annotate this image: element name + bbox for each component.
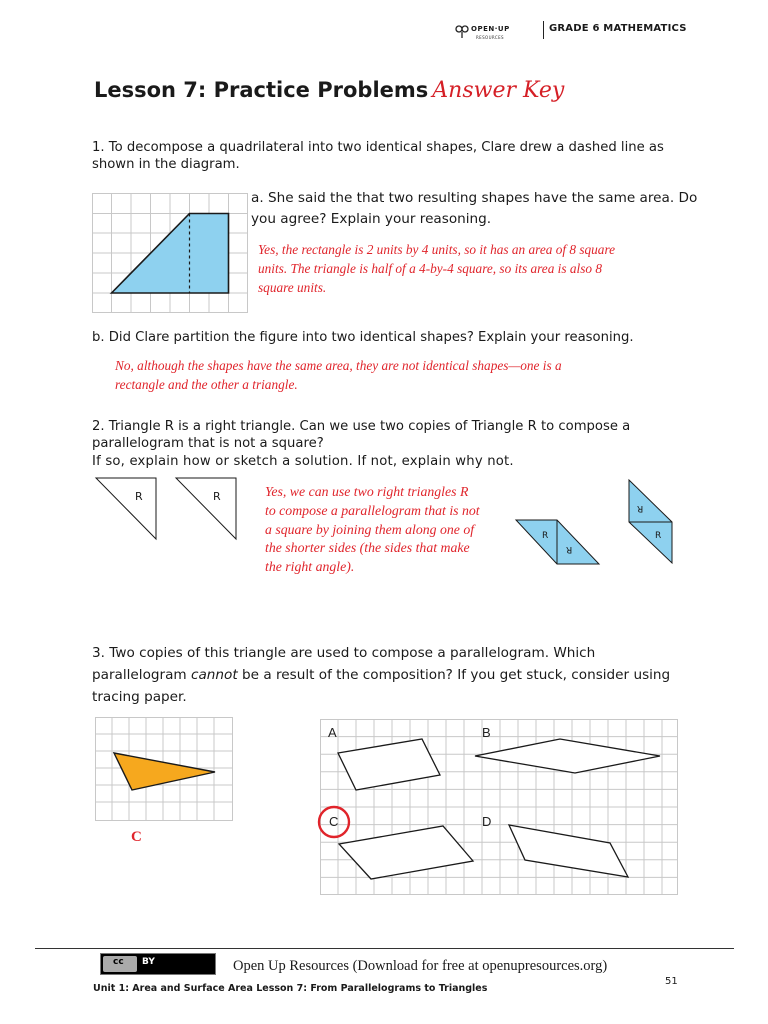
q3-option-a-label: A <box>328 725 337 740</box>
q3-prompt-line2-emphasis: cannot <box>191 667 238 683</box>
logo-text: OPEN·UP <box>471 25 510 33</box>
q2-parallelogram-horizontal <box>514 518 602 568</box>
q1a-answer-line3: square units. <box>258 280 327 295</box>
q3-option-c-label: C <box>329 814 339 829</box>
q3-triangle-grid <box>95 717 233 821</box>
triangle-r-1 <box>94 476 160 544</box>
q2-parallelogram-vertical <box>627 478 675 566</box>
q2-answer-line2: to compose a parallelogram that is not <box>265 503 480 518</box>
q3-orange-triangle <box>114 753 215 790</box>
q3-answer: C <box>131 829 142 845</box>
q3-prompt-line3: tracing paper. <box>92 689 187 705</box>
triangle-r-1-label: R <box>135 490 143 503</box>
answer-circle-icon <box>316 804 352 840</box>
q1a-answer-line2: units. The triangle is half of a 4-by-4 square, so its area is also 8 <box>258 261 602 276</box>
q2-answer-line3: a square by joining them along one of <box>265 522 475 537</box>
q2-para-v-label-2: R <box>655 531 662 541</box>
header-separator <box>543 21 544 39</box>
q3-option-c-shape <box>339 826 473 879</box>
cc-icon: cc <box>113 957 124 967</box>
title-main: Lesson 7: Practice Problems <box>94 78 429 102</box>
q1b-prompt: b. Did Clare partition the figure into two identical shapes? Explain your reasoning. <box>92 330 634 345</box>
q2-prompt-line3: If so, explain how or sketch a solution. If not, explain why not. <box>92 454 514 469</box>
q2-prompt-line2: parallelogram that is not a square? <box>92 436 324 451</box>
q3-prompt-line1: 3. Two copies of this triangle are used to compose a parallelogram. Which <box>92 645 596 661</box>
q2-para-h-label-2: R <box>566 544 573 554</box>
q3-prompt-line2 <box>92 664 670 686</box>
q2-para-h-label-1: R <box>542 531 549 541</box>
page-title <box>94 78 564 103</box>
title-answer-key: Answer Key <box>432 78 565 103</box>
footer-unit-lesson: Unit 1: Area and Surface Area Lesson 7: From Parallelograms to Triangles <box>93 983 488 994</box>
grade-label: GRADE 6 MATHEMATICS <box>549 23 687 34</box>
q2-para-v-label-1: R <box>637 503 644 513</box>
q1a-answer-line1: Yes, the rectangle is 2 units by 4 units, so it has an area of 8 square <box>258 242 616 257</box>
q1a-line1: a. She said the that two resulting shapes have the same area. Do <box>251 190 698 206</box>
q1-prompt-line2: shown in the diagram. <box>92 157 240 172</box>
footer-resources: Open Up Resources (Download for free at openupresources.org) <box>233 958 608 974</box>
q3-option-d-label: D <box>482 814 492 829</box>
q3-option-d-shape <box>509 825 628 877</box>
q2-answer-line1: Yes, we can use two right triangles R <box>265 484 469 499</box>
q3-prompt-line2-pre: parallelogram <box>92 667 191 683</box>
q2-answer-line4: the shorter sides (the sides that make <box>265 540 470 555</box>
q1a-line2: you agree? Explain your reasoning. <box>251 211 492 227</box>
footer-rule <box>35 948 734 949</box>
q1b-answer-line1: No, although the shapes have the same area, they are not identical shapes—one is a <box>115 358 562 373</box>
q1-grid-figure <box>92 193 248 313</box>
q3-prompt-line2-post: be a result of the composition? If you get stuck, consider using <box>237 667 671 683</box>
q3-option-a-shape <box>338 739 440 790</box>
open-up-logo-icon <box>455 23 469 39</box>
q3-option-b-label: B <box>482 725 491 740</box>
q3-options-grid <box>320 719 678 895</box>
triangle-r-2 <box>174 476 240 544</box>
q2-prompt-line1: 2. Triangle R is a right triangle. Can we use two copies of Triangle R to compose a <box>92 419 631 434</box>
cc-by-text: BY <box>142 957 155 967</box>
q2-answer-line5: the right angle). <box>265 559 355 574</box>
logo-subtext: RESOURCES <box>476 35 504 40</box>
q3-option-b-shape <box>475 739 660 773</box>
page-number: 51 <box>665 976 678 987</box>
q1b-answer-line2: rectangle and the other a triangle. <box>115 377 298 392</box>
triangle-r-2-label: R <box>213 490 221 503</box>
q1-prompt-line1: 1. To decompose a quadrilateral into two identical shapes, Clare drew a dashed line as <box>92 140 664 155</box>
